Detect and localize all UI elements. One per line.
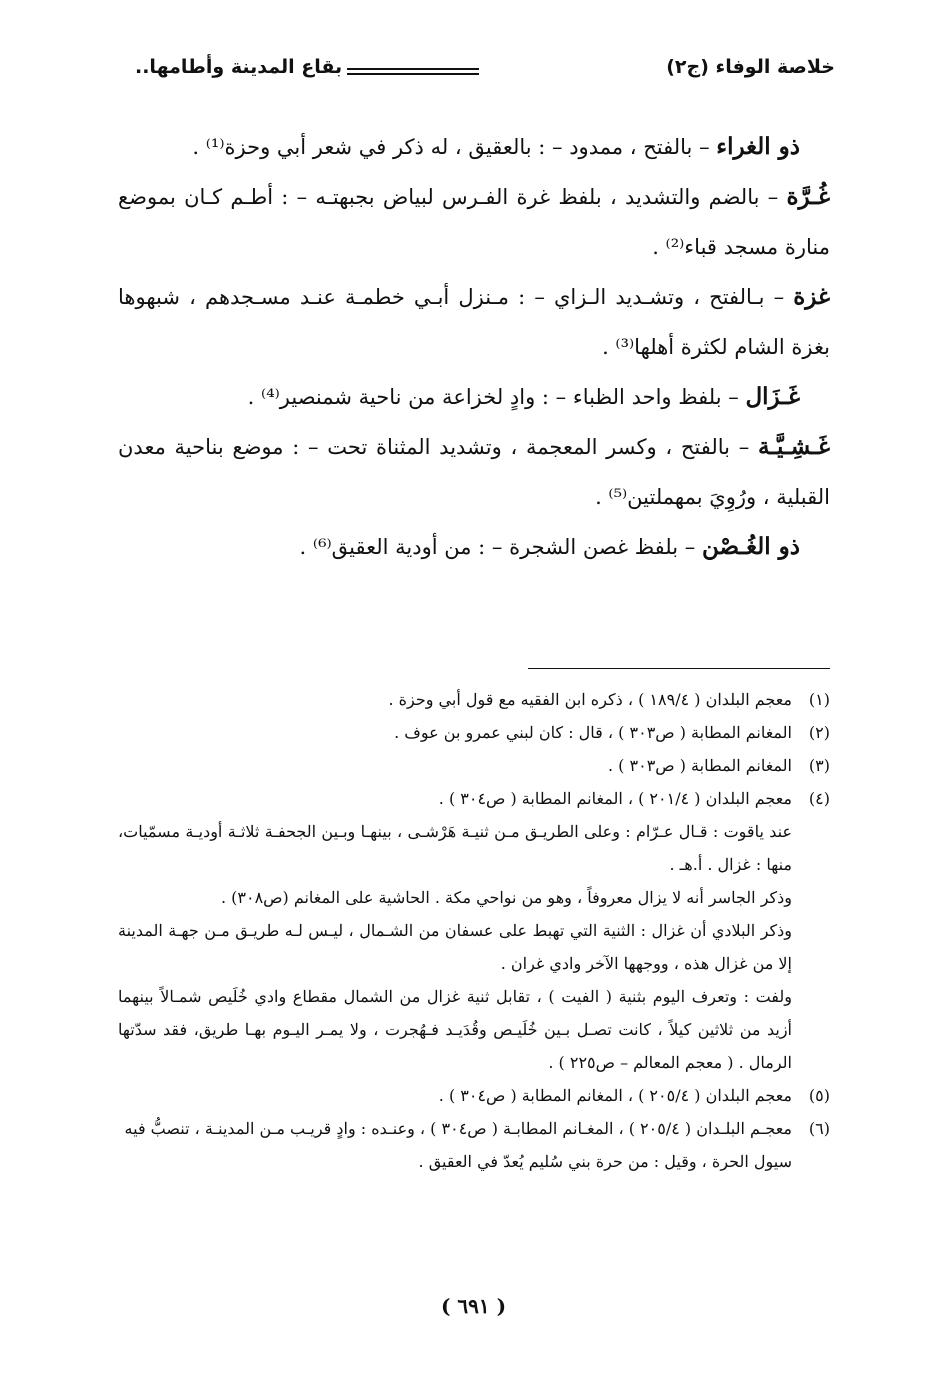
- footnote-4-yaqut: عند ياقوت : قـال عـرّام : وعلى الطريـق مـن ثنيـة هَرْشـى ، بينهـا وبـين الجحفـة ثلاثـة أوديـة مسمّيات، منها : غزال . أ.هـ .: [118, 822, 792, 874]
- entry-term: ذو الغراء: [716, 133, 800, 160]
- entry-dhu-al-ghusn: [118, 522, 830, 572]
- entry-term: غَـزَال: [745, 383, 800, 410]
- footnote-5: [118, 1079, 830, 1112]
- footnotes: [118, 683, 830, 1178]
- running-title: خلاصة الوفاء (ج٢): [666, 56, 835, 78]
- footnote-4-jasir: وذكر الجاسر أنه لا يزال معروفاً ، وهو من نواحي مكة . الحاشية على المغانم (ص٣٠٨) .: [220, 888, 792, 907]
- footnote-number: (٤): [808, 789, 830, 808]
- entry-term: غُـرَّة: [786, 183, 830, 210]
- footnote-4-biladi: وذكر البلادي أن غزال : الثنية التي تهبط على عسفان من الشـمال ، ليـس لـه طريـق مـن جهـة المدينة إلا من غزال هذه ، ووجهها الآخر وادي غران .: [118, 921, 793, 973]
- entry-ghazal: [118, 372, 830, 422]
- entry-ghurra: [118, 172, 830, 272]
- header-divider: [347, 68, 479, 75]
- footnote-text: معجم البلدان ( ٢٠١/٤ ) ، المغانم المطابة ( ص٣٠٤ ) .: [438, 789, 792, 808]
- footnote-separator: [528, 668, 830, 669]
- page-header: [135, 52, 835, 88]
- footnote-text: معجـم البلـدان ( ٢٠٥/٤ ) ، المغـانم المطابـة ( ص٣٠٤ ) ، وعنـده : وادٍ قريـب مـن المدينـة ، تنصبُّ فيه سيول الحرة ، وقيل : من حرة بني سُليم يُعدّ في العقيق .: [124, 1119, 792, 1171]
- footnote-4: [118, 782, 830, 815]
- footnote-text: المغانم المطابة ( ص٣٠٣ ) ، قال : كان لبني عمرو بن عوف .: [394, 723, 792, 742]
- footnote-number: (٢): [808, 723, 830, 742]
- footnote-number: (٥): [808, 1086, 830, 1105]
- footnote-number: (١): [808, 690, 830, 709]
- footnote-number: (٣): [808, 756, 830, 775]
- footnote-number: (٦): [808, 1119, 830, 1138]
- footnote-text: المغانم المطابة ( ص٣٠٣ ) .: [608, 756, 792, 775]
- entry-term: غَـشِـيَّـة: [757, 433, 830, 460]
- entry-text: – بالضم والتشديد ، بلفظ غرة الفـرس لبياض بجبهتـه – : أطـم كـان بموضع منارة مسجد قباء⁽²⁾ .: [118, 185, 830, 259]
- entry-ghashiyya: [118, 422, 830, 522]
- entry-text: – بـالفتح ، وتشـديد الـزاي – : مـنزل أبـي خطمـة عنـد مسـجدهم ، شبهوها بغزة الشام لكثرة أهلها⁽³⁾ .: [118, 285, 830, 359]
- entry-text: – بالفتح ، وكسر المعجمة ، وتشديد المثناة تحت – : موضع بناحية معدن القبلية ، ورُوِيَ بمهملتين⁽⁵⁾ .: [118, 435, 830, 509]
- footnote-2: [118, 716, 830, 749]
- footnote-text: معجم البلدان ( ١٨٩/٤ ) ، ذكره ابن الفقيه مع قول أبي وحزة .: [388, 690, 792, 709]
- entry-text: – بلفظ غصن الشجرة – : من أودية العقيق⁽⁶⁾ .: [299, 535, 702, 559]
- entry-term: ذو الغُـصْن: [701, 533, 800, 560]
- footnote-3: [118, 749, 830, 782]
- running-subtitle: بقاع المدينة وأطامها..: [135, 56, 343, 78]
- footnote-text: معجم البلدان ( ٢٠٥/٤ ) ، المغانم المطابة ( ص٣٠٤ ) .: [438, 1086, 792, 1105]
- main-text: [118, 122, 830, 572]
- entry-text: – بالفتح ، ممدود – : بالعقيق ، له ذكر في شعر أبي وحزة⁽¹⁾ .: [192, 135, 717, 159]
- entry-text: – بلفظ واحد الظباء – : وادٍ لخزاعة من ناحية شمنصير⁽⁴⁾ .: [247, 385, 746, 409]
- entry-dhu-al-ghara: [118, 122, 830, 172]
- page-number: ( ٦٩١ ): [440, 1294, 507, 1318]
- footnote-4-laft: ولفت : وتعرف اليوم بثنية ( الفيت ) ، تقابل ثنية غزال من الشمال مقطاع وادي خُلَيص شمـالاً بينهما أزيد من ثلاثين كيلاً ، كانت تصـل بـين خُلَيـص وقُدَيـد فـهُجرت ، ولا يمـر اليـوم بهـا طريق، فقد سدّتها الرمال . ( معجم المعالم – ص٢٢٥ ) .: [118, 987, 793, 1072]
- footnote-6: [118, 1112, 830, 1178]
- entry-ghazza: [118, 272, 830, 372]
- footnote-1: [118, 683, 830, 716]
- entry-term: غزة: [793, 283, 830, 310]
